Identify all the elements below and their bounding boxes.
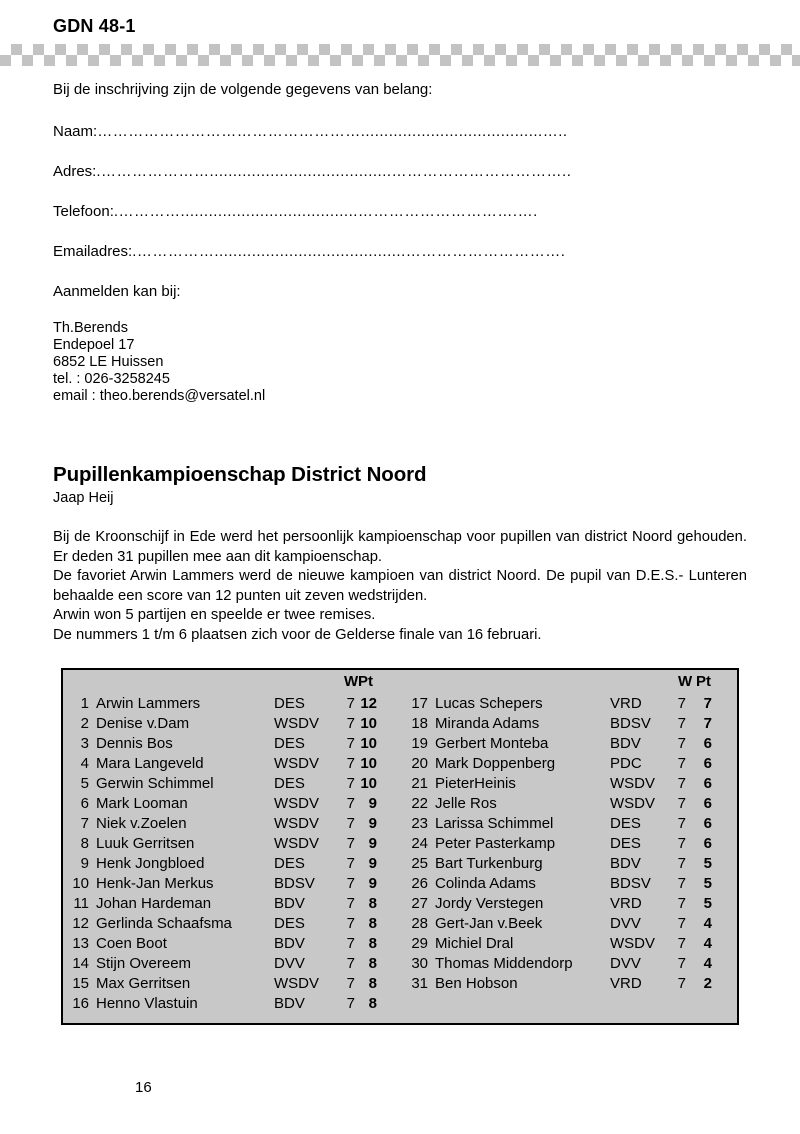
row-player-name: Jordy Verstegen <box>435 895 544 912</box>
contact-phone: tel. : 026-3258245 <box>53 371 170 387</box>
row-wins: 7 <box>677 955 686 972</box>
row-points: 8 <box>368 975 377 992</box>
table-row <box>63 994 402 1014</box>
row-rank: 6 <box>80 795 89 812</box>
row-player-name: Henk Jongbloed <box>96 855 205 872</box>
form-field-emailadres <box>53 242 747 262</box>
row-points: 7 <box>703 695 712 712</box>
row-club: WSDV <box>274 755 319 772</box>
row-player-name: Bart Turkenburg <box>435 855 543 872</box>
form-field-naam <box>53 122 747 142</box>
row-points: 2 <box>703 975 712 992</box>
row-wins: 7 <box>346 855 355 872</box>
row-player-name: Henk-Jan Merkus <box>96 875 214 892</box>
row-rank: 12 <box>72 915 89 932</box>
checkered-divider-band <box>0 44 800 66</box>
row-rank: 22 <box>411 795 428 812</box>
row-rank: 15 <box>72 975 89 992</box>
row-player-name: Luuk Gerritsen <box>96 835 195 852</box>
row-wins: 7 <box>346 875 355 892</box>
row-rank: 17 <box>411 695 428 712</box>
table-row <box>63 794 402 814</box>
row-club: BDV <box>274 935 305 952</box>
row-points: 6 <box>703 835 712 852</box>
form-field-emailadres-label: Emailadres: <box>53 243 133 260</box>
row-rank: 21 <box>411 775 428 792</box>
row-wins: 7 <box>677 715 686 732</box>
row-player-name: Dennis Bos <box>96 735 173 752</box>
row-rank: 27 <box>411 895 428 912</box>
row-rank: 18 <box>411 715 428 732</box>
row-player-name: Ben Hobson <box>435 975 518 992</box>
row-points: 4 <box>703 955 712 972</box>
row-club: DES <box>274 855 305 872</box>
row-points: 6 <box>703 755 712 772</box>
row-rank: 2 <box>80 715 89 732</box>
row-points: 9 <box>368 815 377 832</box>
table-row <box>63 934 402 954</box>
row-rank: 9 <box>80 855 89 872</box>
row-rank: 16 <box>72 995 89 1012</box>
row-wins: 7 <box>346 755 355 772</box>
row-wins: 7 <box>677 855 686 872</box>
row-wins: 7 <box>346 935 355 952</box>
table-row <box>63 894 402 914</box>
row-club: DES <box>610 835 641 852</box>
row-rank: 14 <box>72 955 89 972</box>
row-club: WSDV <box>610 935 655 952</box>
article-paragraph-3: Arwin won 5 partijen en speelde er twee remises. <box>53 607 376 624</box>
row-rank: 13 <box>72 935 89 952</box>
row-points: 10 <box>360 755 377 772</box>
row-points: 10 <box>360 775 377 792</box>
row-wins: 7 <box>346 815 355 832</box>
registration-intro-text: Bij de inschrijving zijn de volgende gegevens van belang: <box>53 81 433 98</box>
table-row <box>63 854 402 874</box>
article-body <box>53 528 747 646</box>
row-club: DVV <box>610 915 641 932</box>
row-wins: 7 <box>677 915 686 932</box>
row-club: BDSV <box>274 875 315 892</box>
row-club: VRD <box>610 695 642 712</box>
row-player-name: Jelle Ros <box>435 795 497 812</box>
table-row <box>402 914 741 934</box>
row-wins: 7 <box>346 775 355 792</box>
row-points: 10 <box>360 735 377 752</box>
row-player-name: Thomas Middendorp <box>435 955 573 972</box>
row-points: 9 <box>368 875 377 892</box>
row-club: BDV <box>610 855 641 872</box>
table-row <box>402 954 741 974</box>
row-rank: 4 <box>80 755 89 772</box>
publication-title: GDN 48-1 <box>53 16 136 36</box>
row-player-name: Stijn Overeem <box>96 955 192 972</box>
row-points: 5 <box>703 895 712 912</box>
table-row <box>402 874 741 894</box>
row-points: 8 <box>368 935 377 952</box>
results-column-right <box>402 670 741 1023</box>
row-player-name: Coen Boot <box>96 935 167 952</box>
article-paragraph-4: De nummers 1 t/m 6 plaatsen zich voor de Gelderse finale van 16 februari. <box>53 626 542 643</box>
row-player-name: Niek v.Zoelen <box>96 815 187 832</box>
results-header-right <box>402 670 741 692</box>
contact-street: Endepoel 17 <box>53 337 135 353</box>
row-club: WSDV <box>274 975 319 992</box>
row-player-name: Gerbert Monteba <box>435 735 549 752</box>
row-player-name: Larissa Schimmel <box>435 815 554 832</box>
form-field-adres-leader: .………………….......................................…………………………….. <box>96 163 572 180</box>
table-row <box>63 694 402 714</box>
row-rank: 5 <box>80 775 89 792</box>
row-club: DVV <box>274 955 305 972</box>
page-number: 16 <box>135 1079 152 1096</box>
row-wins: 7 <box>677 895 686 912</box>
contact-name: Th.Berends <box>53 320 128 336</box>
row-club: WSDV <box>610 795 655 812</box>
results-table <box>61 668 739 1025</box>
row-points: 4 <box>703 935 712 952</box>
row-wins: 7 <box>677 815 686 832</box>
row-player-name: Mara Langeveld <box>96 755 204 772</box>
table-row <box>402 794 741 814</box>
row-club: DES <box>274 695 305 712</box>
row-points: 8 <box>368 995 377 1012</box>
row-player-name: Johan Hardeman <box>96 895 212 912</box>
row-player-name: Henno Vlastuin <box>96 995 198 1012</box>
row-points: 7 <box>703 715 712 732</box>
results-column-left <box>63 670 402 1023</box>
row-player-name: Michiel Dral <box>435 935 514 952</box>
results-rows-left <box>63 692 402 1014</box>
row-rank: 19 <box>411 735 428 752</box>
row-wins: 7 <box>346 715 355 732</box>
row-wins: 7 <box>346 975 355 992</box>
row-club: DES <box>274 735 305 752</box>
table-row <box>402 754 741 774</box>
row-wins: 7 <box>677 975 686 992</box>
row-player-name: PieterHeinis <box>435 775 516 792</box>
table-row <box>63 734 402 754</box>
row-player-name: Denise v.Dam <box>96 715 190 732</box>
row-wins: 7 <box>346 915 355 932</box>
form-field-naam-label: Naam: <box>53 123 98 140</box>
row-player-name: Gerwin Schimmel <box>96 775 214 792</box>
signup-lead-text: Aanmelden kan bij: <box>53 283 181 300</box>
table-row <box>402 814 741 834</box>
row-points: 5 <box>703 875 712 892</box>
table-row <box>63 714 402 734</box>
row-club: DVV <box>610 955 641 972</box>
form-field-telefoon <box>53 202 747 222</box>
column-header-wins-right: W <box>678 673 693 690</box>
row-club: WSDV <box>274 715 319 732</box>
form-field-telefoon-label: Telefoon: <box>53 203 114 220</box>
row-club: WSDV <box>274 815 319 832</box>
row-club: BDSV <box>610 715 651 732</box>
row-player-name: Max Gerritsen <box>96 975 191 992</box>
row-player-name: Arwin Lammers <box>96 695 201 712</box>
row-player-name: Gert-Jan v.Beek <box>435 915 543 932</box>
row-wins: 7 <box>346 735 355 752</box>
article-paragraph-1: Bij de Kroonschijf in Ede werd het persoonlijk kampioenschap voor pupillen van district Noord gehouden. Er deden 31 pupillen mee aan dit kampioenschap. <box>53 529 747 565</box>
results-rows-right <box>402 692 741 994</box>
table-row <box>63 814 402 834</box>
row-club: BDSV <box>610 875 651 892</box>
row-player-name: Peter Pasterkamp <box>435 835 556 852</box>
row-player-name: Lucas Schepers <box>435 695 543 712</box>
row-player-name: Gerlinda Schaafsma <box>96 915 232 932</box>
row-points: 4 <box>703 915 712 932</box>
row-points: 12 <box>360 695 377 712</box>
row-rank: 23 <box>411 815 428 832</box>
registration-section <box>53 80 747 405</box>
row-rank: 29 <box>411 935 428 952</box>
table-row <box>402 894 741 914</box>
row-wins: 7 <box>677 875 686 892</box>
table-row <box>402 774 741 794</box>
row-wins: 7 <box>677 695 686 712</box>
row-player-name: Colinda Adams <box>435 875 536 892</box>
column-header-wins-left: W <box>344 673 359 690</box>
article-author: Jaap Heij <box>53 490 114 506</box>
row-points: 9 <box>368 835 377 852</box>
row-rank: 24 <box>411 835 428 852</box>
table-row <box>63 834 402 854</box>
row-rank: 10 <box>72 875 89 892</box>
table-row <box>63 974 402 994</box>
row-points: 5 <box>703 855 712 872</box>
table-row <box>402 834 741 854</box>
row-points: 9 <box>368 855 377 872</box>
row-rank: 31 <box>411 975 428 992</box>
row-rank: 11 <box>73 895 89 912</box>
article-section <box>53 463 747 646</box>
row-wins: 7 <box>346 895 355 912</box>
table-row <box>402 734 741 754</box>
row-rank: 1 <box>80 695 89 712</box>
article-title: Pupillenkampioenschap District Noord <box>53 463 427 486</box>
row-wins: 7 <box>677 755 686 772</box>
row-points: 10 <box>360 715 377 732</box>
row-club: WSDV <box>610 775 655 792</box>
table-row <box>402 694 741 714</box>
row-club: PDC <box>610 755 642 772</box>
row-club: DES <box>274 775 305 792</box>
row-wins: 7 <box>346 695 355 712</box>
row-wins: 7 <box>346 955 355 972</box>
row-wins: 7 <box>346 795 355 812</box>
row-points: 6 <box>703 795 712 812</box>
contact-email: email : theo.berends@versatel.nl <box>53 388 266 404</box>
row-points: 8 <box>368 915 377 932</box>
form-field-emailadres-leader: .…………….........................................…………………………. <box>132 243 566 260</box>
row-points: 8 <box>368 955 377 972</box>
column-header-points-right: Pt <box>696 673 711 690</box>
row-points: 9 <box>368 795 377 812</box>
row-club: BDV <box>274 895 305 912</box>
row-wins: 7 <box>677 835 686 852</box>
row-player-name: Mark Looman <box>96 795 188 812</box>
form-field-adres-label: Adres: <box>53 163 97 180</box>
form-field-adres <box>53 162 747 182</box>
table-row <box>63 774 402 794</box>
results-header-left <box>63 670 402 692</box>
row-points: 6 <box>703 775 712 792</box>
row-club: BDV <box>274 995 305 1012</box>
row-rank: 8 <box>80 835 89 852</box>
table-row <box>63 914 402 934</box>
table-row <box>402 854 741 874</box>
row-rank: 3 <box>80 735 89 752</box>
row-points: 6 <box>703 815 712 832</box>
row-club: DES <box>610 815 641 832</box>
row-points: 8 <box>368 895 377 912</box>
row-wins: 7 <box>677 735 686 752</box>
table-row <box>402 714 741 734</box>
row-wins: 7 <box>677 935 686 952</box>
row-rank: 30 <box>411 955 428 972</box>
row-wins: 7 <box>346 995 355 1012</box>
row-club: WSDV <box>274 795 319 812</box>
column-header-points-left: Pt <box>358 673 373 690</box>
row-club: DES <box>274 915 305 932</box>
row-club: VRD <box>610 895 642 912</box>
contact-address-block <box>53 320 747 405</box>
row-rank: 7 <box>80 815 89 832</box>
row-rank: 20 <box>411 755 428 772</box>
article-paragraph-2: De favoriet Arwin Lammers werd de nieuwe kampioen van district Noord. De pupil van D.E.S.- Lunteren behaalde een score van 12 punten uit zeven wedstrijden. <box>53 568 747 604</box>
table-row <box>63 954 402 974</box>
row-rank: 28 <box>411 915 428 932</box>
table-row <box>402 934 741 954</box>
form-field-telefoon-leader: .…………......................................………………………….…. <box>113 203 538 220</box>
row-club: VRD <box>610 975 642 992</box>
form-field-naam-leader: …………………………………………….......................................….. <box>97 123 568 140</box>
row-wins: 7 <box>677 795 686 812</box>
row-wins: 7 <box>677 775 686 792</box>
row-player-name: Mark Doppenberg <box>435 755 556 772</box>
table-row <box>63 754 402 774</box>
row-wins: 7 <box>346 835 355 852</box>
row-club: WSDV <box>274 835 319 852</box>
row-player-name: Miranda Adams <box>435 715 540 732</box>
table-row <box>63 874 402 894</box>
row-rank: 26 <box>411 875 428 892</box>
contact-city: 6852 LE Huissen <box>53 354 164 370</box>
row-points: 6 <box>703 735 712 752</box>
table-row <box>402 974 741 994</box>
row-club: BDV <box>610 735 641 752</box>
row-rank: 25 <box>411 855 428 872</box>
